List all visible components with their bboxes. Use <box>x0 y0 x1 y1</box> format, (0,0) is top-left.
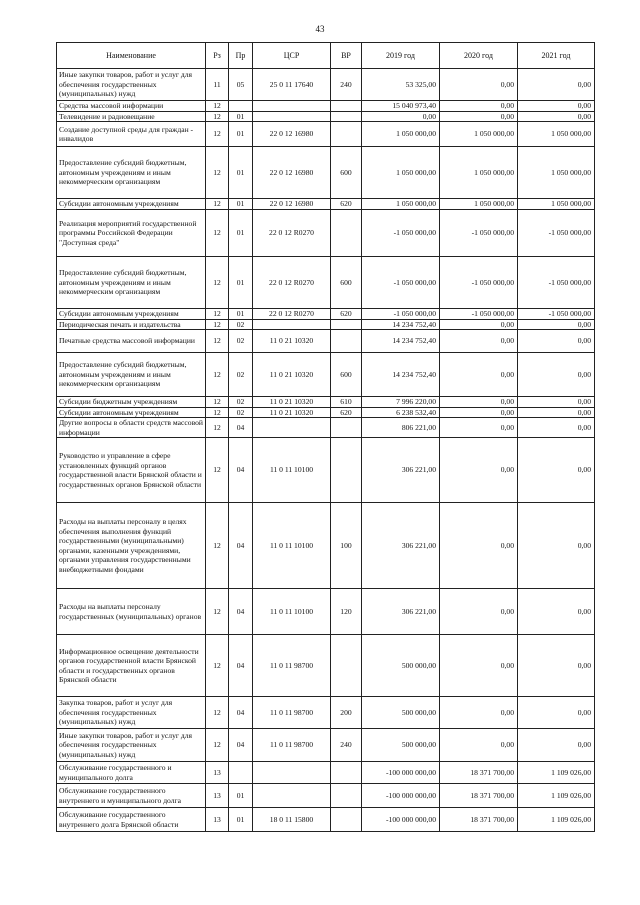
row-2020: 0,00 <box>440 635 518 697</box>
table-row <box>57 438 595 503</box>
row-pr: 02 <box>229 319 253 330</box>
row-2021: 1 109 026,00 <box>518 784 595 808</box>
row-csr <box>253 101 331 112</box>
row-name: Предоставление субсидий бюджетным, автономным учреждениям и иным некоммерческим организациям <box>57 353 206 397</box>
row-vr: 200 <box>331 697 362 729</box>
row-2021: -1 050 000,00 <box>518 257 595 309</box>
row-name: Закупка товаров, работ и услуг для обеспечения государственных (муниципальных) нужд <box>57 697 206 729</box>
table-row <box>57 101 595 112</box>
row-2021: 1 050 000,00 <box>518 147 595 199</box>
table-row <box>57 418 595 438</box>
row-pr: 02 <box>229 397 253 408</box>
header-2020: 2020 год <box>440 43 518 69</box>
table-row <box>57 257 595 309</box>
row-name: Субсидии автономным учреждениям <box>57 407 206 418</box>
row-2019: 306 221,00 <box>362 589 440 635</box>
row-pr: 01 <box>229 122 253 147</box>
row-pr: 04 <box>229 503 253 589</box>
row-csr: 11 0 11 98700 <box>253 697 331 729</box>
header-vr: ВР <box>331 43 362 69</box>
row-2019: -1 050 000,00 <box>362 210 440 257</box>
row-rz: 13 <box>206 808 229 832</box>
row-rz: 12 <box>206 438 229 503</box>
header-name: Наименование <box>57 43 206 69</box>
row-pr: 01 <box>229 257 253 309</box>
row-rz: 12 <box>206 729 229 762</box>
row-2019: 1 050 000,00 <box>362 199 440 210</box>
row-2019: 306 221,00 <box>362 438 440 503</box>
row-pr: 04 <box>229 697 253 729</box>
row-vr <box>331 808 362 832</box>
row-rz: 13 <box>206 784 229 808</box>
row-rz: 12 <box>206 257 229 309</box>
table-row <box>57 69 595 101</box>
row-name: Иные закупки товаров, работ и услуг для обеспечения государственных (муниципальных) нужд <box>57 729 206 762</box>
row-rz: 12 <box>206 397 229 408</box>
table-body <box>57 69 595 832</box>
row-name: Субсидии автономным учреждениям <box>57 199 206 210</box>
table-header-row <box>57 43 595 69</box>
row-vr <box>331 319 362 330</box>
row-2020: 0,00 <box>440 330 518 353</box>
row-pr: 01 <box>229 784 253 808</box>
row-csr: 11 0 11 10100 <box>253 438 331 503</box>
row-2020: 0,00 <box>440 319 518 330</box>
row-2021: 0,00 <box>518 407 595 418</box>
row-2019: 500 000,00 <box>362 635 440 697</box>
row-2021: 0,00 <box>518 635 595 697</box>
row-pr: 01 <box>229 210 253 257</box>
table-row <box>57 808 595 832</box>
row-csr: 11 0 21 10320 <box>253 330 331 353</box>
row-pr: 01 <box>229 199 253 210</box>
row-pr: 04 <box>229 635 253 697</box>
row-rz: 12 <box>206 697 229 729</box>
row-name: Обслуживание государственного и муниципального долга <box>57 762 206 784</box>
row-2021: 0,00 <box>518 589 595 635</box>
row-2020: 18 371 700,00 <box>440 762 518 784</box>
row-vr <box>331 635 362 697</box>
row-pr: 05 <box>229 69 253 101</box>
row-vr: 600 <box>331 147 362 199</box>
row-pr: 01 <box>229 309 253 320</box>
row-2021: 0,00 <box>518 697 595 729</box>
row-vr: 620 <box>331 199 362 210</box>
row-rz: 12 <box>206 330 229 353</box>
row-2019: 500 000,00 <box>362 697 440 729</box>
row-csr: 11 0 11 98700 <box>253 729 331 762</box>
row-rz: 12 <box>206 353 229 397</box>
header-rz: Рз <box>206 43 229 69</box>
row-2021: 0,00 <box>518 319 595 330</box>
row-pr <box>229 101 253 112</box>
row-name: Периодическая печать и издательства <box>57 319 206 330</box>
row-rz: 12 <box>206 111 229 122</box>
row-2021: 0,00 <box>518 69 595 101</box>
row-pr: 02 <box>229 353 253 397</box>
header-csr: ЦСР <box>253 43 331 69</box>
row-csr: 11 0 21 10320 <box>253 397 331 408</box>
row-2019: 14 234 752,40 <box>362 319 440 330</box>
row-2019: 1 050 000,00 <box>362 147 440 199</box>
row-vr <box>331 330 362 353</box>
row-2021: -1 050 000,00 <box>518 210 595 257</box>
page-number: 43 <box>315 24 325 34</box>
row-2020: 0,00 <box>440 69 518 101</box>
row-rz: 12 <box>206 407 229 418</box>
table-row <box>57 330 595 353</box>
row-2020: 18 371 700,00 <box>440 784 518 808</box>
row-rz: 12 <box>206 210 229 257</box>
row-csr: 22 0 12 16980 <box>253 199 331 210</box>
row-rz: 12 <box>206 199 229 210</box>
row-pr: 01 <box>229 808 253 832</box>
row-vr <box>331 122 362 147</box>
row-name: Обслуживание государственного внутреннего долга Брянской области <box>57 808 206 832</box>
row-2020: -1 050 000,00 <box>440 309 518 320</box>
row-2020: 0,00 <box>440 407 518 418</box>
row-name: Предоставление субсидий бюджетным, автономным учреждениям и иным некоммерческим организациям <box>57 257 206 309</box>
row-2020: 0,00 <box>440 353 518 397</box>
row-2021: 0,00 <box>518 101 595 112</box>
row-2021: 1 050 000,00 <box>518 199 595 210</box>
row-vr <box>331 418 362 438</box>
row-2020: -1 050 000,00 <box>440 210 518 257</box>
row-vr <box>331 762 362 784</box>
row-csr <box>253 762 331 784</box>
row-2020: 0,00 <box>440 101 518 112</box>
table-row <box>57 210 595 257</box>
row-2019: 15 040 973,40 <box>362 101 440 112</box>
row-name: Иные закупки товаров, работ и услуг для обеспечения государственных (муниципальных) нужд <box>57 69 206 101</box>
row-csr: 22 0 12 R0270 <box>253 309 331 320</box>
row-2019: -100 000 000,00 <box>362 808 440 832</box>
row-rz: 13 <box>206 762 229 784</box>
table-row <box>57 784 595 808</box>
header-2019: 2019 год <box>362 43 440 69</box>
row-rz: 12 <box>206 589 229 635</box>
row-vr: 240 <box>331 69 362 101</box>
row-2020: 0,00 <box>440 589 518 635</box>
row-2021: 0,00 <box>518 111 595 122</box>
row-pr: 01 <box>229 111 253 122</box>
table-row <box>57 762 595 784</box>
row-csr <box>253 319 331 330</box>
row-csr <box>253 111 331 122</box>
table-row <box>57 503 595 589</box>
row-rz: 11 <box>206 69 229 101</box>
budget-table <box>56 42 595 832</box>
row-name: Другие вопросы в области средств массовой информации <box>57 418 206 438</box>
row-2019: 500 000,00 <box>362 729 440 762</box>
row-csr <box>253 418 331 438</box>
row-vr: 610 <box>331 397 362 408</box>
row-2019: -1 050 000,00 <box>362 309 440 320</box>
row-2020: 0,00 <box>440 697 518 729</box>
row-rz: 12 <box>206 503 229 589</box>
table-row <box>57 589 595 635</box>
row-csr <box>253 784 331 808</box>
row-2019: 14 234 752,40 <box>362 330 440 353</box>
row-2020: 0,00 <box>440 418 518 438</box>
row-name: Расходы на выплаты персоналу государственных (муниципальных) органов <box>57 589 206 635</box>
row-name: Создание доступной среды для граждан - инвалидов <box>57 122 206 147</box>
row-2020: 0,00 <box>440 397 518 408</box>
row-2021: 0,00 <box>518 503 595 589</box>
row-name: Информационное освещение деятельности органов государственной власти Брянской области и государственных органов Брянской области <box>57 635 206 697</box>
row-vr <box>331 438 362 503</box>
table-row <box>57 729 595 762</box>
row-2021: -1 050 000,00 <box>518 309 595 320</box>
row-pr: 01 <box>229 147 253 199</box>
row-pr <box>229 762 253 784</box>
row-2019: -1 050 000,00 <box>362 257 440 309</box>
row-csr: 22 0 12 R0270 <box>253 257 331 309</box>
row-pr: 04 <box>229 729 253 762</box>
table-row <box>57 147 595 199</box>
row-2020: -1 050 000,00 <box>440 257 518 309</box>
row-name: Средства массовой информации <box>57 101 206 112</box>
table-row <box>57 111 595 122</box>
row-csr: 18 0 11 15800 <box>253 808 331 832</box>
table-row <box>57 319 595 330</box>
row-name: Руководство и управление в сфере установленных функций органов государственной власти Брянской области и государственных органов Брянской области <box>57 438 206 503</box>
row-vr: 620 <box>331 309 362 320</box>
row-2019: 7 996 220,00 <box>362 397 440 408</box>
table-row <box>57 397 595 408</box>
table-row <box>57 407 595 418</box>
row-name: Расходы на выплаты персоналу в целях обеспечения выполнения функций государственными (муниципальными) органами, казенными учреждениями, органами управления государственными внебюджетными фондами <box>57 503 206 589</box>
row-2019: -100 000 000,00 <box>362 762 440 784</box>
row-2021: 1 109 026,00 <box>518 762 595 784</box>
row-2021: 0,00 <box>518 418 595 438</box>
row-csr: 11 0 21 10320 <box>253 407 331 418</box>
row-vr <box>331 111 362 122</box>
row-vr: 600 <box>331 353 362 397</box>
row-vr: 240 <box>331 729 362 762</box>
row-2021: 0,00 <box>518 729 595 762</box>
row-rz: 12 <box>206 122 229 147</box>
row-2021: 0,00 <box>518 330 595 353</box>
row-2019: 0,00 <box>362 111 440 122</box>
row-2021: 1 109 026,00 <box>518 808 595 832</box>
table-row <box>57 697 595 729</box>
row-csr: 11 0 11 10100 <box>253 589 331 635</box>
row-csr: 11 0 11 98700 <box>253 635 331 697</box>
row-2021: 0,00 <box>518 353 595 397</box>
row-pr: 04 <box>229 589 253 635</box>
header-pr: Пр <box>229 43 253 69</box>
table-row <box>57 353 595 397</box>
row-2021: 0,00 <box>518 397 595 408</box>
row-name: Субсидии бюджетным учреждениям <box>57 397 206 408</box>
row-2020: 0,00 <box>440 438 518 503</box>
row-2019: 53 325,00 <box>362 69 440 101</box>
row-name: Реализация мероприятий государственной программы Российской Федерации "Доступная среда" <box>57 210 206 257</box>
row-csr: 22 0 12 16980 <box>253 147 331 199</box>
table-row <box>57 122 595 147</box>
row-2020: 1 050 000,00 <box>440 199 518 210</box>
table-row <box>57 635 595 697</box>
row-csr: 22 0 12 R0270 <box>253 210 331 257</box>
row-2019: 6 238 532,40 <box>362 407 440 418</box>
header-2021: 2021 год <box>518 43 595 69</box>
table-row <box>57 309 595 320</box>
row-2019: -100 000 000,00 <box>362 784 440 808</box>
row-2020: 0,00 <box>440 111 518 122</box>
row-vr: 600 <box>331 257 362 309</box>
row-csr: 11 0 11 10100 <box>253 503 331 589</box>
row-vr <box>331 784 362 808</box>
row-name: Телевидение и радиовещание <box>57 111 206 122</box>
row-2021: 0,00 <box>518 438 595 503</box>
row-name: Предоставление субсидий бюджетным, автономным учреждениям и иным некоммерческим организациям <box>57 147 206 199</box>
row-rz: 12 <box>206 635 229 697</box>
row-csr: 25 0 11 17640 <box>253 69 331 101</box>
row-2020: 1 050 000,00 <box>440 147 518 199</box>
row-pr: 02 <box>229 330 253 353</box>
row-rz: 12 <box>206 101 229 112</box>
row-2021: 1 050 000,00 <box>518 122 595 147</box>
row-2019: 14 234 752,40 <box>362 353 440 397</box>
row-name: Обслуживание государственного внутреннего и муниципального долга <box>57 784 206 808</box>
row-vr: 620 <box>331 407 362 418</box>
row-2020: 0,00 <box>440 503 518 589</box>
row-rz: 12 <box>206 418 229 438</box>
row-name: Печатные средства массовой информации <box>57 330 206 353</box>
row-2019: 306 221,00 <box>362 503 440 589</box>
row-rz: 12 <box>206 309 229 320</box>
row-2020: 1 050 000,00 <box>440 122 518 147</box>
row-name: Субсидии автономным учреждениям <box>57 309 206 320</box>
row-2020: 18 371 700,00 <box>440 808 518 832</box>
row-rz: 12 <box>206 147 229 199</box>
row-2019: 806 221,00 <box>362 418 440 438</box>
row-csr: 22 0 12 16980 <box>253 122 331 147</box>
row-csr: 11 0 21 10320 <box>253 353 331 397</box>
row-pr: 04 <box>229 418 253 438</box>
row-rz: 12 <box>206 319 229 330</box>
row-pr: 02 <box>229 407 253 418</box>
table-row <box>57 199 595 210</box>
row-vr <box>331 210 362 257</box>
row-vr <box>331 101 362 112</box>
row-2020: 0,00 <box>440 729 518 762</box>
row-pr: 04 <box>229 438 253 503</box>
row-vr: 100 <box>331 503 362 589</box>
row-2019: 1 050 000,00 <box>362 122 440 147</box>
row-vr: 120 <box>331 589 362 635</box>
